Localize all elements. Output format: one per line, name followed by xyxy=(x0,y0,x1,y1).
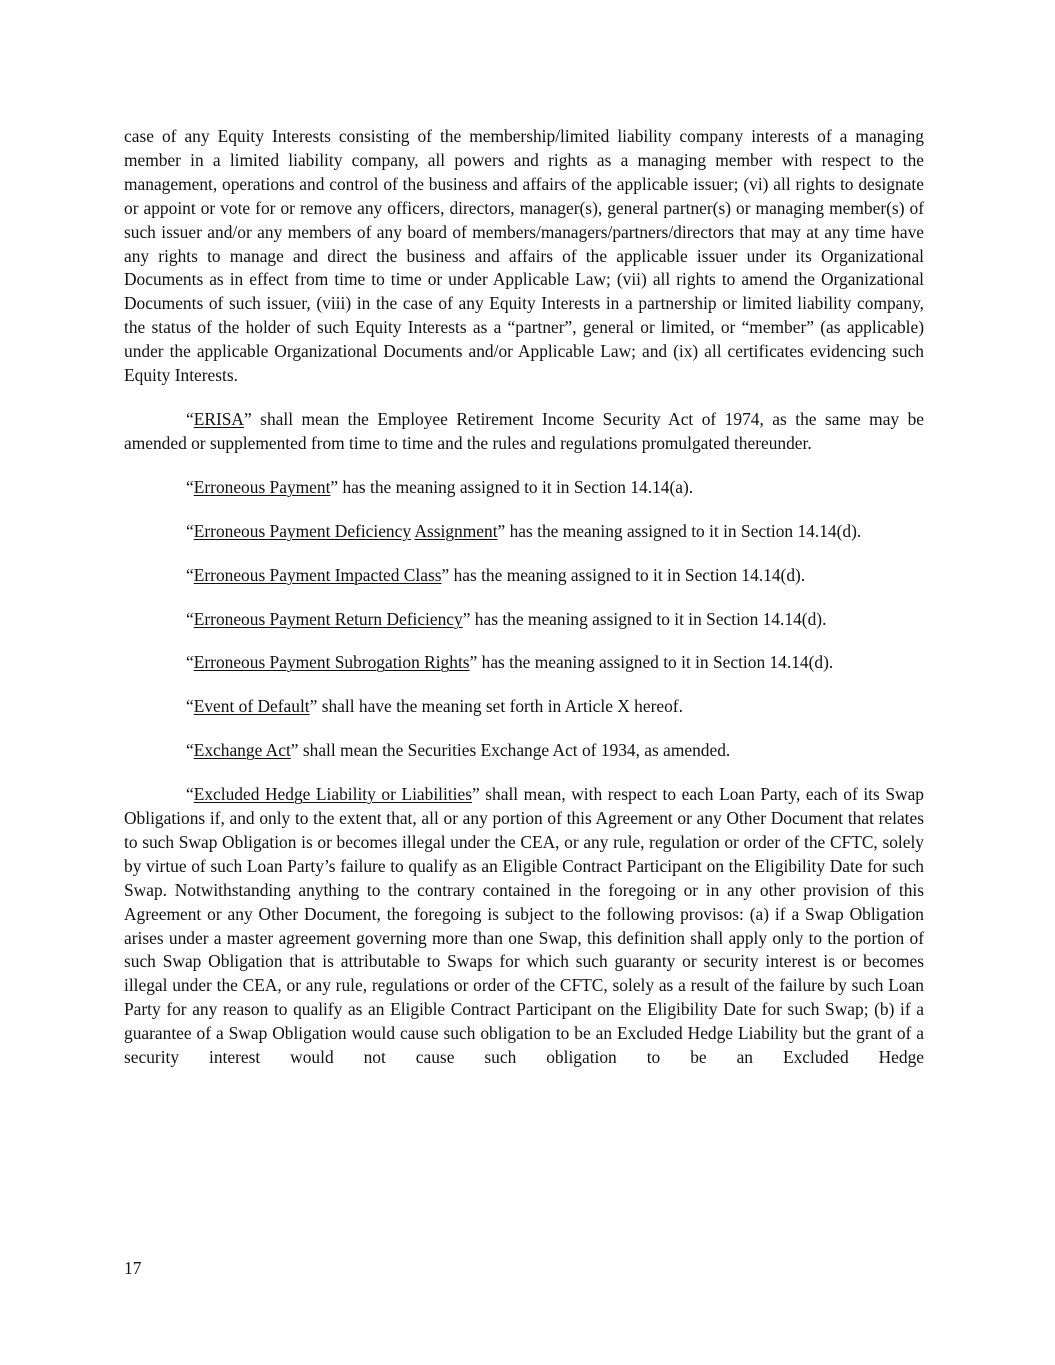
definition-erisa: “ERISA” shall mean the Employee Retirement Income Security Act of 1974, as the same may be amended or supplemented from time to time and the rules and regulations promulgated thereunder. xyxy=(124,408,924,453)
definition-excluded-hedge-liability: “Excluded Hedge Liability or Liabilities” shall mean, with respect to each Loan Party, each of its Swap Obligations if, and only to the extent that, all or any portion of this Agreement or any Other Document that relates to such Swap Obligation is or becomes illegal under the CEA, or any rule, regulation or order of the CFTC, solely by virtue of such Loan Party’s failure to qualify as an Eligible Contract Participant on the Eligibility Date for such Swap. Notwithstanding anything to the contrary contained in the foregoing or in any other provision of this Agreement or any Other Document, the foregoing is subject to the following provisos: (a) if a Swap Obligation arises under a master agreement governing more than one Swap, this definition shall apply only to the portion of such Swap Obligation that is attributable to Swaps for which such guaranty or security interest is or becomes illegal under the CEA, or any rule, regulations or order of the CFTC, solely as a result of the failure by such Loan Party for any reason to qualify as an Eligible Contract Participant on the Eligibility Date for such Swap; (b) if a guarantee of a Swap Obligation would cause such obligation to be an Excluded Hedge Liability but the grant of a security interest would not cause such obligation to be an Excluded Hedge xyxy=(124,784,924,1068)
definition-event-of-default: “Event of Default” shall have the meaning set forth in Article X hereof. xyxy=(186,696,683,717)
definition-erroneous-payment-deficiency-assignment: “Erroneous Payment Deficiency Assignment” has the meaning assigned to it in Section 14.14(d). xyxy=(186,520,862,541)
defined-term: Exchange Act xyxy=(193,740,291,761)
defined-term: Erroneous Payment Subrogation Rights xyxy=(193,652,470,673)
defined-term: Erroneous Payment Impacted Class xyxy=(193,564,442,585)
document-page xyxy=(124,125,924,1070)
definition-erroneous-payment-subrogation-rights: “Erroneous Payment Subrogation Rights” has the meaning assigned to it in Section 14.14(d). xyxy=(186,652,834,673)
defined-term: Event of Default xyxy=(193,696,310,717)
defined-term: Erroneous Payment xyxy=(193,476,331,497)
defined-term: ERISA xyxy=(193,408,244,429)
defined-term: Excluded Hedge Liability or Liabilities xyxy=(193,784,472,805)
definition-erroneous-payment-impacted-class: “Erroneous Payment Impacted Class” has the meaning assigned to it in Section 14.14(d). xyxy=(186,564,806,585)
definition-erroneous-payment: “Erroneous Payment” has the meaning assigned to it in Section 14.14(a). xyxy=(186,476,694,497)
definition-exchange-act: “Exchange Act” shall mean the Securities Exchange Act of 1934, as amended. xyxy=(186,740,731,761)
defined-term: Erroneous Payment Return Deficiency xyxy=(193,608,463,629)
definition-erroneous-payment-return-deficiency: “Erroneous Payment Return Deficiency” has the meaning assigned to it in Section 14.14(d). xyxy=(186,608,827,629)
defined-term-part: Assignment xyxy=(414,520,498,541)
page-number: 17 xyxy=(124,1258,142,1278)
intro-paragraph: case of any Equity Interests consisting of the membership/limited liability company interests of a managing member in a limited liability company, all powers and rights as a managing member with respect to the management, operations and control of the business and affairs of the applicable issuer; (vi) all rights to designate or appoint or vote for or remove any officers, directors, manager(s), general partner(s) or managing member(s) of such issuer and/or any members of any board of members/managers/partners/directors that may at any time have any rights to manage and direct the business and affairs of the applicable issuer under its Organizational Documents as in effect from time to time or under Applicable Law; (vii) all rights to amend the Organizational Documents of such issuer, (viii) in the case of any Equity Interests in a partnership or limited liability company, the status of the holder of such Equity Interests as a “partner”, general or limited, or “member” (as applicable) under the applicable Organizational Documents and/or Applicable Law; and (ix) all certificates evidencing such Equity Interests. xyxy=(124,126,924,386)
defined-term: Erroneous Payment Deficiency xyxy=(193,520,412,541)
